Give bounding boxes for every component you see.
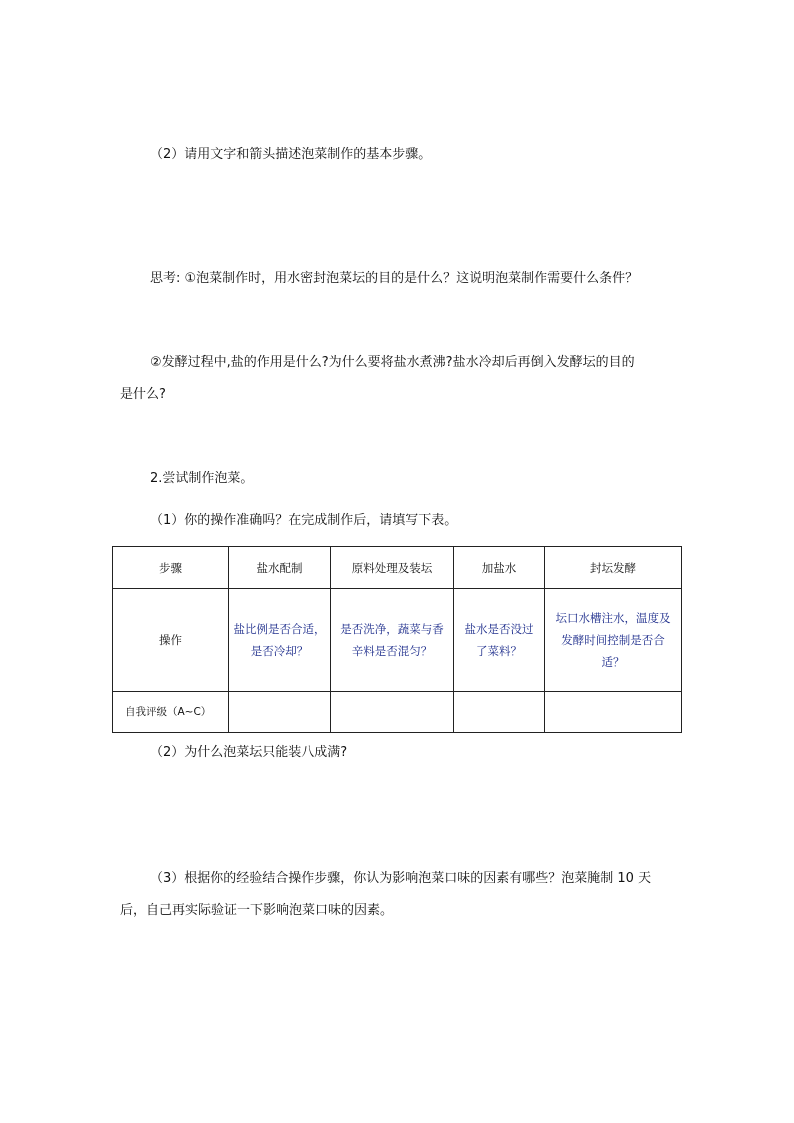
evaluation-table — [112, 546, 682, 733]
self-eval-cell-seal[interactable] — [545, 692, 682, 733]
table-row-self-evaluation — [113, 692, 682, 733]
section-2-title: 2.尝试制作泡菜。 — [150, 471, 254, 486]
self-eval-label-cell: 自我评级（A~C） — [113, 692, 229, 733]
think-question-2-line-2: 是什么? — [120, 387, 166, 402]
table-row-operation — [113, 589, 682, 692]
think-question-1: 思考: ①泡菜制作时，用水密封泡菜坛的目的是什么？这说明泡菜制作需要什么条件？ — [150, 271, 639, 286]
header-cell-materials: 原料处理及装坛 — [331, 547, 454, 589]
question-2-1: （1）你的操作准确吗？在完成制作后，请填写下表。 — [150, 513, 458, 528]
cell-line: 发酵时间控制是否合 — [561, 633, 665, 647]
self-eval-cell-materials[interactable] — [331, 692, 454, 733]
header-cell-seal: 封坛发酵 — [545, 547, 682, 589]
cell-line: 盐水是否没过 — [464, 622, 534, 636]
self-eval-cell-brine[interactable] — [229, 692, 331, 733]
self-eval-cell-add-brine[interactable] — [454, 692, 545, 733]
operation-cell-seal — [545, 589, 682, 692]
cell-line: 盐比例是否合适， — [233, 622, 326, 636]
cell-line: 是否冷却？ — [250, 644, 309, 658]
cell-line: 坛口水槽注水，温度及 — [555, 611, 671, 625]
question-2-3-line-1: （3）根据你的经验结合操作步骤，你认为影响泡菜口味的因素有哪些？泡菜腌制 10 天 — [150, 871, 652, 886]
cell-line: 是否洗净，蔬菜与香 — [340, 622, 444, 636]
header-cell-add-brine: 加盐水 — [454, 547, 545, 589]
table-header-row — [113, 547, 682, 589]
cell-line: 适？ — [601, 655, 625, 669]
question-2-2: （2）为什么泡菜坛只能装八成满? — [150, 745, 348, 760]
header-cell-steps: 步骤 — [113, 547, 229, 589]
question-2-3-line-2: 后，自己再实际验证一下影响泡菜口味的因素。 — [120, 903, 394, 918]
cell-line: 辛料是否混匀？ — [351, 644, 433, 658]
cell-line: 了菜料？ — [476, 644, 522, 658]
think-question-2-line-1: ②发酵过程中,盐的作用是什么?为什么要将盐水煮沸?盐水冷却后再倒入发酵坛的目的 — [150, 355, 635, 370]
question-2: （2）请用文字和箭头描述泡菜制作的基本步骤。 — [150, 147, 432, 162]
operation-label-cell: 操作 — [113, 589, 229, 692]
operation-cell-brine — [229, 589, 331, 692]
operation-cell-add-brine — [454, 589, 545, 692]
operation-cell-materials — [331, 589, 454, 692]
header-cell-brine: 盐水配制 — [229, 547, 331, 589]
